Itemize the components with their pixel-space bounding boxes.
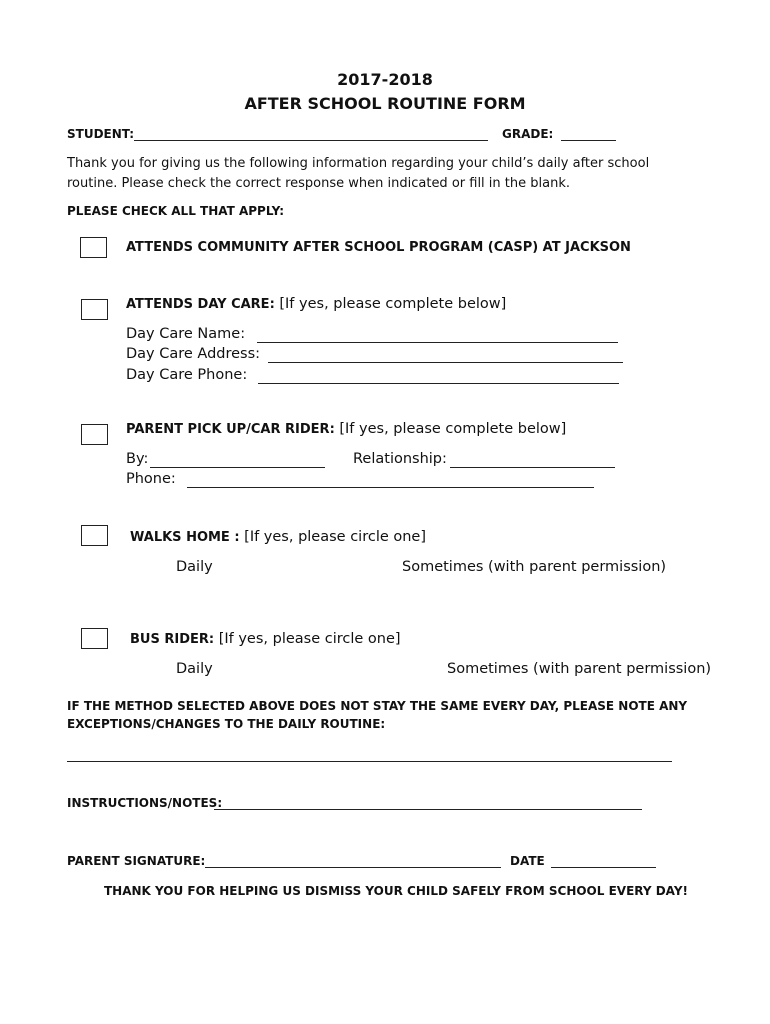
pickup-note: [If yes, please complete below]: [334, 421, 567, 437]
walks-choice-daily[interactable]: Daily: [176, 559, 213, 575]
pickup-heading: [126, 421, 566, 437]
daycare-note: [If yes, please complete below]: [274, 296, 507, 312]
daycare-phone-label: Day Care Phone:: [126, 367, 248, 383]
check-all-heading: PLEASE CHECK ALL THAT APPLY:: [67, 204, 285, 218]
date-label: DATE: [510, 854, 545, 868]
casp-checkbox[interactable]: [80, 237, 107, 258]
signature-input-line[interactable]: [205, 867, 501, 868]
bus-label: BUS RIDER:: [130, 632, 215, 647]
daycare-label: ATTENDS DAY CARE:: [126, 297, 275, 312]
daycare-address-label: Day Care Address:: [126, 346, 261, 362]
daycare-checkbox[interactable]: [81, 299, 108, 320]
footer-thanks: THANK YOU FOR HELPING US DISMISS YOUR CHILD SAFELY FROM SCHOOL EVERY DAY!: [104, 884, 688, 898]
intro-paragraph: Thank you for giving us the following information regarding your child’s daily after school routine. Please check the correct response when indicated or fill in the blank.: [67, 156, 650, 191]
walks-label: WALKS HOME :: [130, 530, 240, 545]
instructions-label: INSTRUCTIONS/NOTES:: [67, 796, 223, 810]
pickup-checkbox[interactable]: [81, 424, 108, 445]
pickup-relationship-line[interactable]: [450, 467, 615, 468]
form-year: 2017-2018: [337, 70, 433, 89]
daycare-name-line[interactable]: [257, 342, 618, 343]
bus-heading: [130, 631, 401, 647]
student-label: STUDENT:: [67, 127, 135, 141]
student-input-line[interactable]: [134, 140, 488, 141]
instructions-input-line[interactable]: [214, 809, 642, 810]
date-input-line[interactable]: [551, 867, 656, 868]
daycare-address-line[interactable]: [268, 362, 623, 363]
form-title: AFTER SCHOOL ROUTINE FORM: [244, 94, 526, 113]
grade-input-line[interactable]: [561, 140, 616, 141]
walks-checkbox[interactable]: [81, 525, 108, 546]
signature-label: PARENT SIGNATURE:: [67, 854, 206, 868]
grade-label: GRADE:: [502, 127, 554, 141]
bus-note: [If yes, please circle one]: [214, 631, 401, 647]
daycare-heading: [126, 296, 506, 312]
pickup-phone-line[interactable]: [187, 487, 594, 488]
pickup-relationship-label: Relationship:: [353, 451, 447, 467]
casp-label: ATTENDS COMMUNITY AFTER SCHOOL PROGRAM (CASP) AT JACKSON: [126, 240, 631, 255]
exceptions-line-2: EXCEPTIONS/CHANGES TO THE DAILY ROUTINE:: [67, 717, 386, 731]
exceptions-line-1: IF THE METHOD SELECTED ABOVE DOES NOT STAY THE SAME EVERY DAY, PLEASE NOTE ANY: [67, 699, 688, 713]
walks-heading: [130, 529, 426, 545]
pickup-by-label: By:: [126, 451, 149, 467]
daycare-name-label: Day Care Name:: [126, 326, 246, 342]
pickup-label: PARENT PICK UP/CAR RIDER:: [126, 422, 335, 437]
exceptions-input-line[interactable]: [67, 761, 672, 762]
walks-note: [If yes, please circle one]: [239, 529, 427, 545]
walks-choice-sometimes[interactable]: Sometimes (with parent permission): [402, 559, 667, 575]
bus-choice-daily[interactable]: Daily: [176, 661, 213, 677]
bus-checkbox[interactable]: [81, 628, 108, 649]
bus-choice-sometimes[interactable]: Sometimes (with parent permission): [447, 661, 712, 677]
daycare-phone-line[interactable]: [258, 383, 619, 384]
pickup-by-line[interactable]: [150, 467, 325, 468]
pickup-phone-label: Phone:: [126, 471, 176, 487]
